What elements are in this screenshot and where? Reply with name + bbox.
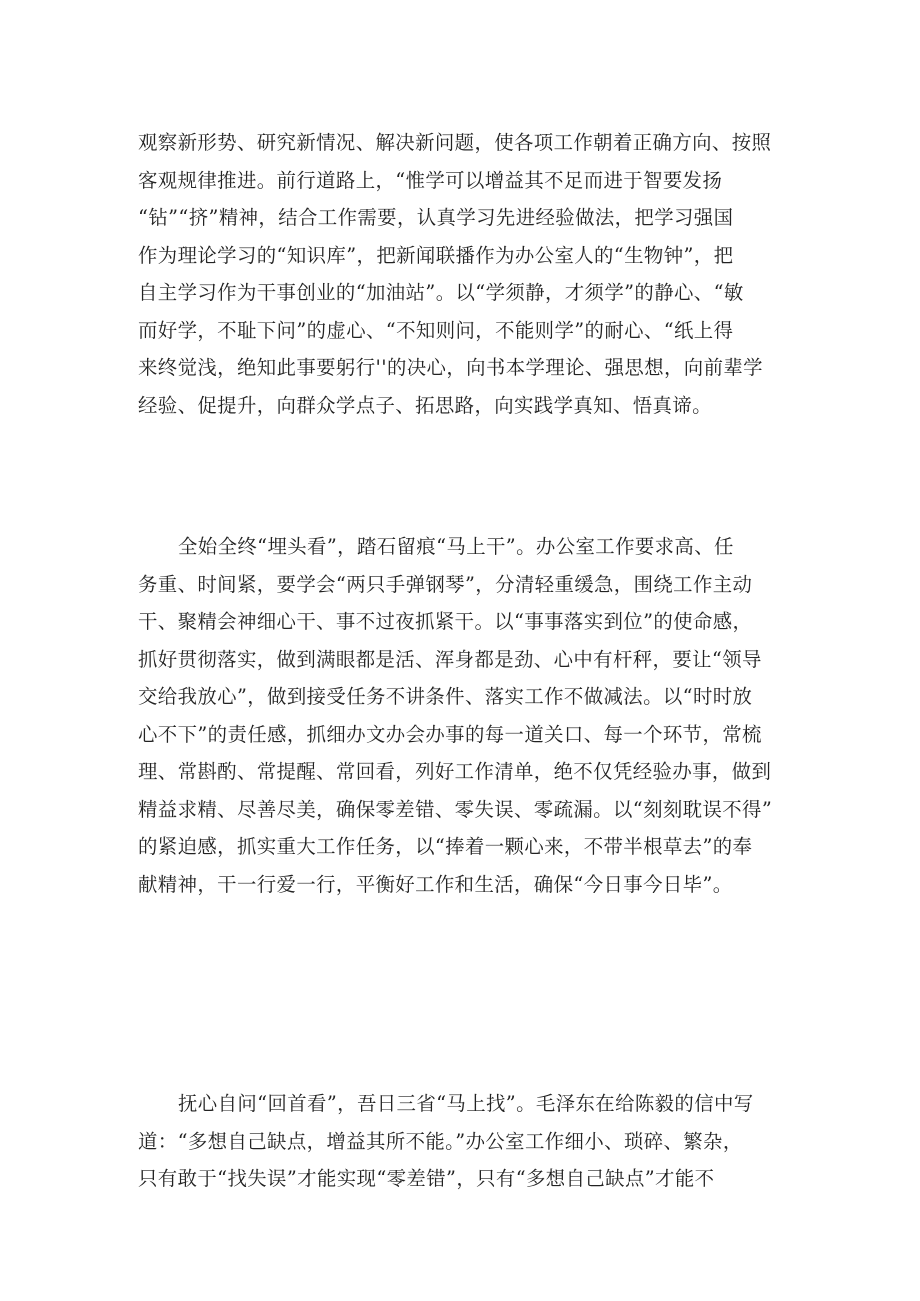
text-line: 抚心自问“回首看”，吾日三省“马上找”。毛泽东在给陈毅的信中写	[178, 1092, 754, 1115]
text-line: “钻”“挤”精神，结合工作需要，认真学习先进经验做法，把学习强国	[138, 206, 734, 229]
text-line: 全始全终“埋头看”，踏石留痕“马上干”。办公室工作要求高、任	[178, 535, 734, 558]
text-line: 干、聚精会神细心干、事不过夜抓紧干。以“事事落实到位”的使命感，	[138, 610, 753, 633]
paragraph-work-attitude	[138, 528, 784, 903]
text-line: 抓好贯彻落实，做到满眼都是活、浑身都是劲、心中有杆秤，要让“领导	[138, 647, 762, 671]
text-line: 务重、时间紧，要学会“两只手弹钢琴”，分清轻重缓急，围绕工作主动	[138, 572, 753, 596]
text-line: 经验、促提升，向群众学点子、拓思路，向实践学真知、悟真谛。	[138, 393, 712, 417]
text-line: 作为理论学习的“知识库”，把新闻联播作为办公室人的“生物钟”，把	[138, 243, 734, 267]
text-line: 客观规律推进。前行道路上，“惟学可以增益其不足而进于智要发扬	[138, 168, 723, 192]
paragraph-self-reflection	[138, 1085, 784, 1198]
text-line: 心不下”的责任感，抓细办文办会办事的每一道关口、每一个环节，常梳	[138, 722, 762, 746]
text-line: 理、常斟酌、常提醒、常回看，列好工作清单，绝不仅凭经验办事，做到	[138, 760, 772, 783]
text-line: 来终觉浅，绝知此事要躬行''的决心，向书本学理论、强思想，向前辈学	[138, 356, 763, 379]
text-line: 自主学习作为干事创业的“加油站”。以“学须静，才须学”的静心、“敏	[138, 281, 744, 304]
text-line: 只有敢于“找失误”才能实现“零差错”，只有“多想自己缺点”才能不	[138, 1167, 715, 1190]
text-line: 交给我放心”，做到接受任务不讲条件、落实工作不做减法。以“时时放	[138, 685, 753, 708]
text-line: 观察新形势、研究新情况、解决新问题，使各项工作朝着正确方向、按照	[138, 131, 772, 154]
text-line: 道：“多想自己缺点，增益其所不能。”办公室工作细小、琐碎、繁杂，	[138, 1129, 743, 1153]
text-line: 精益求精、尽善尽美，确保零差错、零失误、零疏漏。以“刻刻耽误不得”	[138, 797, 773, 821]
text-line: 的紧迫感，抓实重大工作任务，以“捧着一颗心来，不带半根草去”的奉	[138, 835, 753, 858]
text-line: 而好学，不耻下问”的虚心、“不知则问，不能则学”的耐心、“纸上得	[138, 318, 734, 342]
paragraph-study	[138, 124, 784, 424]
text-line: 献精神，干一行爱一行，平衡好工作和生活，确保“今日事今日毕”。	[138, 872, 733, 896]
